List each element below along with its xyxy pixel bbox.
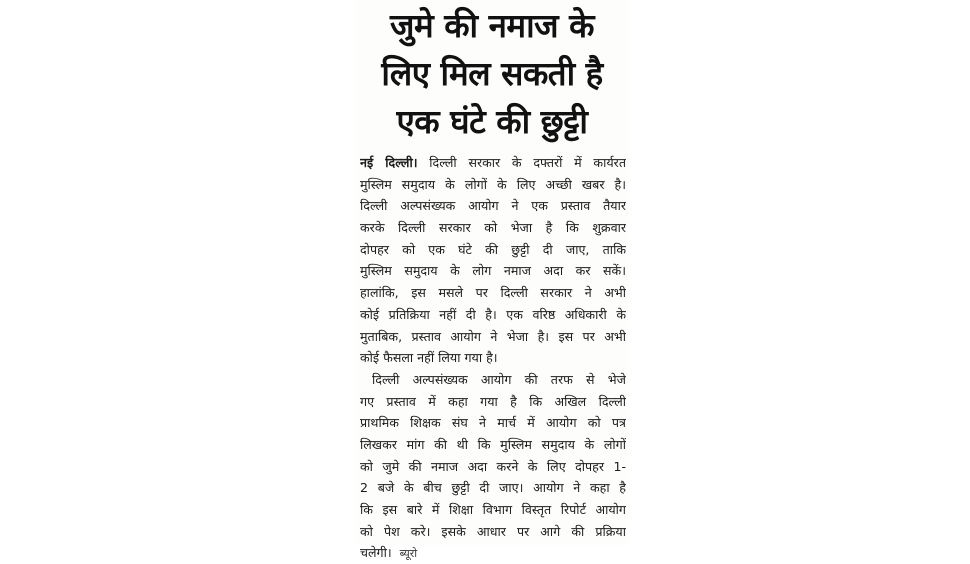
article-line: को पेश करे। इसके आधार पर आगे की प्रक्रिया: [360, 523, 626, 539]
article-line: कोई फैसला नहीं लिया गया है।: [360, 350, 498, 366]
headline-line: एक घंटे की छुट्टी: [396, 102, 588, 141]
article-line: मुताबिक, प्रस्ताव आयोग ने भेजा है। इस पर अभी: [360, 328, 626, 344]
article-line: प्राथमिक शिक्षक संघ ने मार्च में आयोग को पत्र: [360, 415, 626, 431]
article-line: लिखकर मांग की थी कि मुस्लिम समुदाय के लोगों: [360, 436, 626, 452]
article-line: को जुमे की नमाज अदा करने के लिए दोपहर 1-: [360, 458, 626, 474]
article-line: कि इस बारे में शिक्षा विभाग विस्तृत रिपोर्ट आयोग: [360, 502, 626, 517]
article-line: दोपहर को एक घंटे की छुट्टी दी जाए, ताकि: [360, 241, 626, 257]
article-line: दिल्ली अल्पसंख्यक आयोग ने एक प्रस्ताव तैयार: [360, 198, 626, 214]
article-body: [360, 152, 626, 564]
article-line: मुस्लिम समुदाय के लोगों के लिए अच्छी खबर है।: [360, 176, 626, 192]
article-line: हालांकि, इस मसले पर दिल्ली सरकार ने अभी: [360, 285, 626, 301]
article-line: करके दिल्ली सरकार को भेजा है कि शुक्रवार: [360, 220, 626, 236]
dateline: नई दिल्ली।: [360, 155, 418, 170]
article-line: कोई प्रतिक्रिया नहीं दी है। एक वरिष्ठ अधिकारी के: [360, 306, 626, 322]
article-line: 2 बजे के बीच छुट्टी दी जाए। आयोग ने कहा है: [360, 480, 626, 496]
article-line: मुस्लिम समुदाय के लोग नमाज अदा कर सकें।: [360, 263, 626, 279]
headline: [356, 2, 628, 146]
byline: ब्यूरो: [399, 547, 418, 561]
article-line-text: चलेगी।: [360, 545, 392, 561]
newspaper-clipping: [356, 0, 628, 561]
article-line: गए प्रस्ताव में कहा गया है कि अखिल दिल्ली: [360, 393, 626, 409]
headline-line: लिए मिल सकती है: [381, 54, 603, 93]
article-line-text: दिल्ली सरकार के दफ्तरों में कार्यरत: [429, 155, 626, 170]
article-line: दिल्ली अल्पसंख्यक आयोग की तरफ से भेजे: [372, 371, 626, 387]
headline-line: जुमे की नमाज के: [389, 6, 594, 45]
article-line: [360, 542, 626, 564]
article-line: [360, 152, 626, 174]
